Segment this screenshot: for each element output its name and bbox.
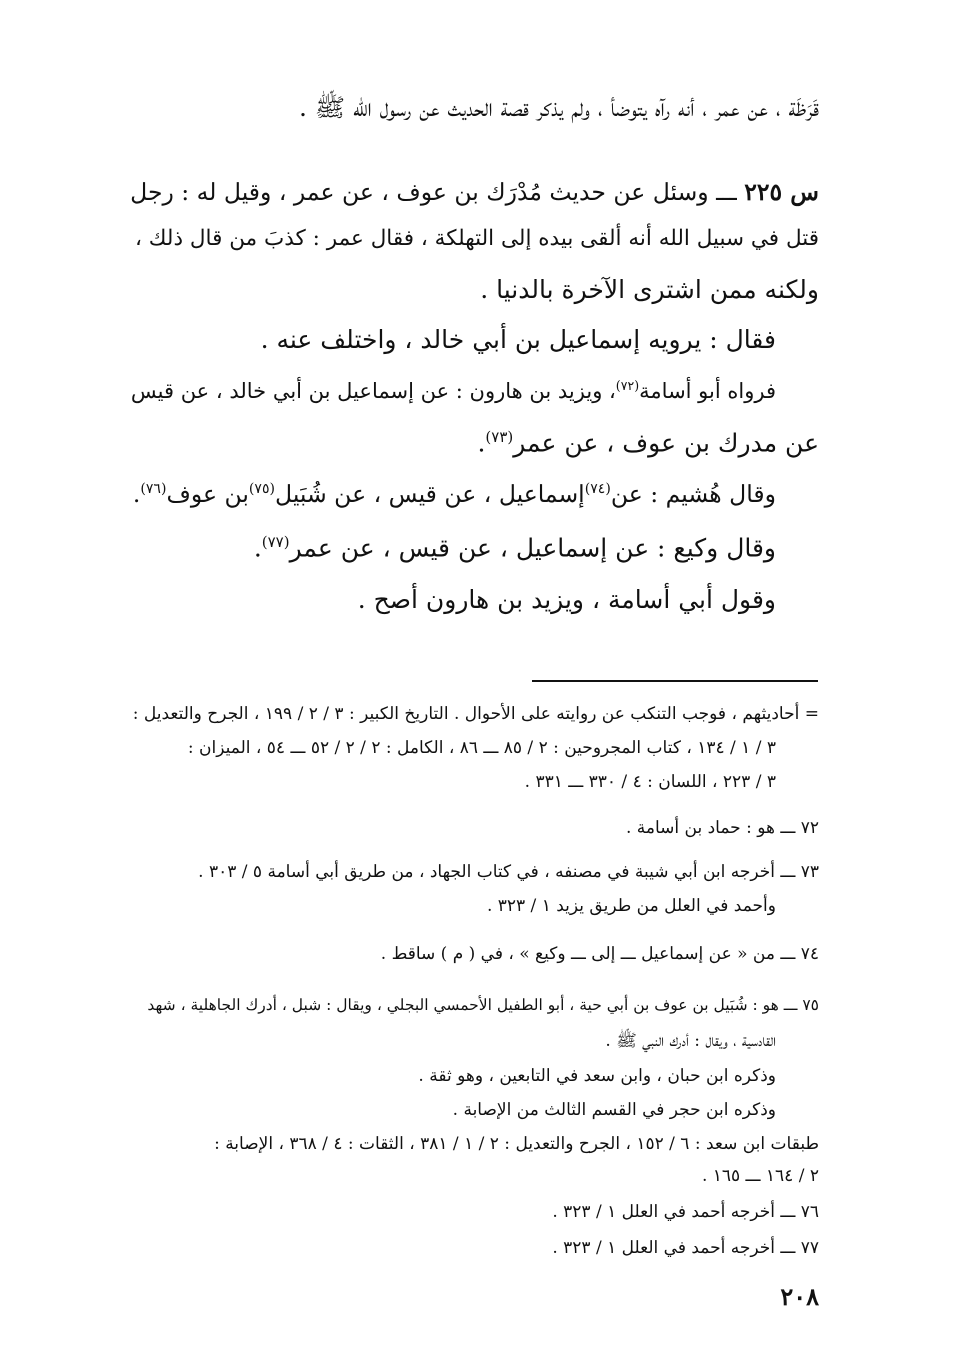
footnote-ref-72: (٧٢) [615,378,640,393]
footnote-continuation-line3: ٣ / ٢٢٣ ، اللسان : ٤ / ٣٣٠ ـــ ٣٣١ . [524,772,776,792]
footnote-separator [532,680,818,682]
footnote-72: ٧٢ ـــ هو : حماد بن أسامة . [625,818,819,838]
p1-text-a: فرواه أبو أسامة [639,379,776,403]
p1-text-b: ، ويزيد بن هارون : عن إسماعيل بن أبي خالد ، عن قيس [130,379,616,403]
paragraph-1-line2 [477,428,819,457]
paragraph-3 [254,533,776,562]
p2-text-b: إسماعيل ، عن قيس ، عن شُبَيل [275,480,585,508]
p3-text: وقال وكيع : عن إسماعيل ، عن قيس ، عن عمر [289,533,776,563]
p1-end: . [477,428,486,458]
footnote-ref-74: (٧٤) [584,481,611,498]
question-text-line1: ـــ وسئل عن حديث مُدْرَك بن عوف ، عن عمر ، وقيل له : رجل [130,178,737,206]
footnote-ref-75: (٧٥) [248,481,276,498]
footnote-76: ٧٦ ـــ أخرجه أحمد في العلل ١ / ٣٢٣ . [552,1202,819,1222]
footnote-75-line6: ٢ / ١٦٤ ـــ ١٦٥ . [701,1166,819,1186]
paragraph-4: وقول أبي أسامة ، ويزيد بن هارون أصح . [357,585,776,614]
question-text-line2: قتل في سبيل الله أنه ألقى بيده إلى التهلكة ، فقال عمر : كذبَ من قال ذلك ، [135,226,819,251]
footnote-ref-77: (٧٧) [261,533,290,551]
footnote-continuation-line1: = أحاديثهم ، فوجب التنكب عن روايته على الأحوال . التاريخ الكبير : ٣ / ٢ / ١٩٩ ، الجرح والتعديل : [132,704,819,724]
footnote-75-line4: وذكره ابن حجر في القسم الثالث من الإصابة . [452,1100,776,1120]
answer-line: فقال : يرويه إسماعيل بن أبي خالد ، واختلف عنه . [260,325,776,354]
footnote-73-line2: وأحمد في العلل من طريق يزيد ١ / ٣٢٣ . [486,896,776,916]
p1-line2-text: عن مدرك بن عوف ، عن عمر [513,428,819,458]
p2-text-a: وقال هُشيم : عن [610,480,776,508]
footnote-75-line1: ٧٥ ـــ هو : شُبَيل بن عوف بن أبي حية ، أبو الطفيل الأحمسي البجلي ، ويقال : شبل ، أدرك الجاهلية ، شهد [147,996,819,1014]
question-225-line1 [130,178,819,206]
footnote-75-line3: وذكره ابن حبان ، وابن سعد في التابعين ، وهو ثقة . [418,1066,776,1086]
paragraph-1-line1 [131,378,776,403]
footnote-ref-73: (٧٣) [485,428,514,446]
footnote-ref-76: (٧٦) [140,481,167,498]
footnote-77: ٧٧ ـــ أخرجه أحمد في العلل ١ / ٣٢٣ . [552,1238,819,1258]
footnote-74: ٧٤ ـــ من « عن إسماعيل ـــ إلى ـــ وكيع » ، في ( م ) ساقط . [380,944,819,964]
continuation-line: قَرَظَة ، عن عمر ، أنه رآه يتوضأ ، ولم يذكر قصة الحديث عن رسول الله ﷺ . [298,93,819,122]
footnote-75-line5: طبقات ابن سعد : ٦ / ١٥٢ ، الجرح والتعديل : ٢ / ١ / ٣٨١ ، الثقات : ٤ / ٣٦٨ ، الإصابة : [214,1134,819,1154]
question-number: س ٢٢٥ [744,178,819,206]
footnote-continuation-line2: ٣ / ١ / ١٣٤ ، كتاب المجروحين : ٢ / ٨٥ ـــ ٨٦ ، الكامل : ٢ / ٢ / ٥٢ ـــ ٥٤ ، الميزان : [187,738,776,758]
question-text-line3: ولكنه ممن اشترى الآخرة بالدنيا . [480,275,819,304]
footnote-73-line1: ٧٣ ـــ أخرجه ابن أبي شيبة في مصنفه ، في كتاب الجهاد ، من طريق أبي أسامة ٥ / ٣٠٣ . [198,862,819,882]
footnote-75-line2: القادسية ، ويقال : أدرك النبي ﷺ . [605,1031,776,1051]
p2-text-c: بن عوف [166,480,249,508]
p2-end: . [132,480,141,508]
page-number: ٢٠٨ [780,1282,819,1311]
p3-end: . [253,533,262,563]
paragraph-2 [133,480,776,508]
